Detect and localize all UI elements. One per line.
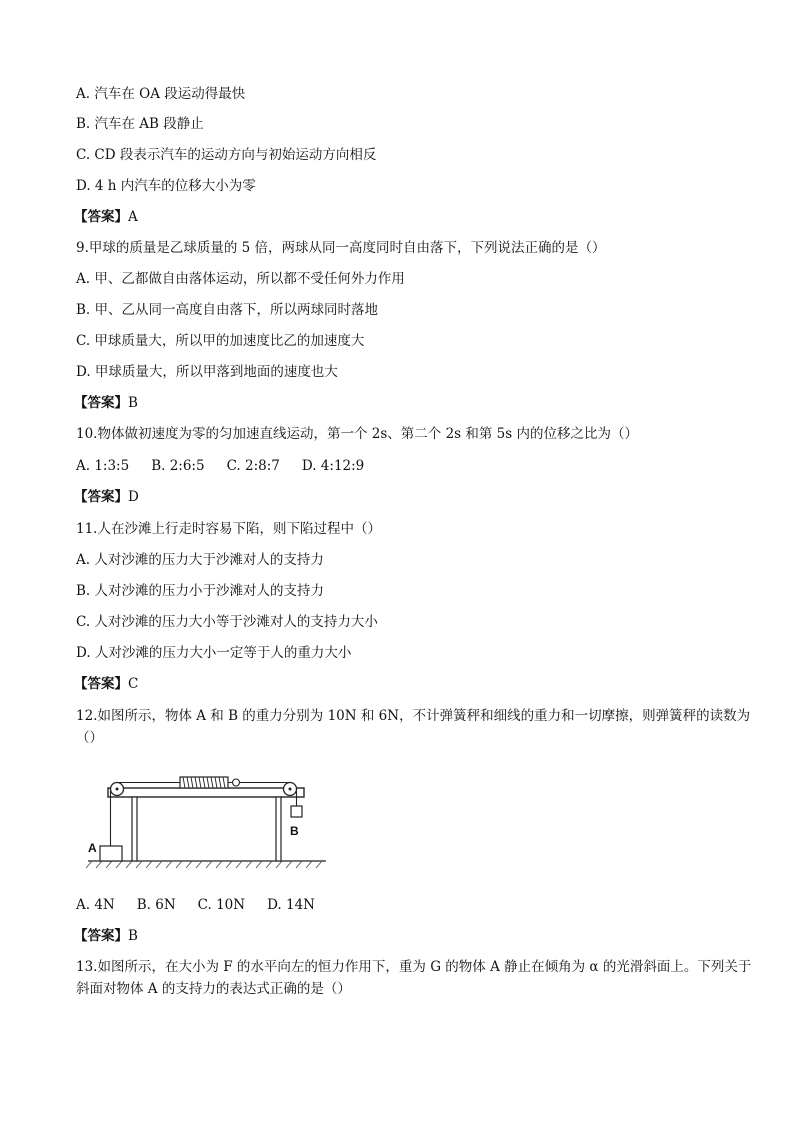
q12-options (76, 896, 754, 914)
block-b-label: B (290, 824, 299, 838)
pulley-left (111, 783, 124, 796)
q10-options (76, 457, 754, 475)
answer-value: B (128, 928, 138, 944)
q10-option-b: B. 2:6:5 (151, 458, 205, 474)
q9-answer (74, 394, 754, 412)
q9-option-d: D. 甲球质量大，所以甲落到地面的速度也大 (76, 364, 338, 380)
block-b (290, 806, 302, 838)
q8-option-b: B. 汽车在 AB 段静止 (76, 116, 204, 132)
q8-answer (74, 208, 754, 226)
q11-answer (74, 675, 754, 693)
block-a (88, 841, 122, 861)
q8-option-a: A. 汽车在 OA 段运动得最快 (76, 86, 246, 102)
answer-value: A (128, 209, 138, 225)
q12-option-a: A. 4N (76, 897, 115, 913)
q8-option-c: C. CD 段表示汽车的运动方向与初始运动方向相反 (76, 147, 377, 163)
q10-option-c: C. 2:8:7 (226, 458, 280, 474)
q9-option-a: A. 甲、乙都做自由落体运动，所以都不受任何外力作用 (76, 271, 405, 287)
block-a-label: A (88, 841, 97, 855)
q10-answer (74, 488, 754, 506)
q12-option-c: C. 10N (197, 897, 246, 913)
answer-label: 【答案】 (74, 928, 128, 944)
answer-label: 【答案】 (74, 395, 128, 411)
q8-option-d: D. 4 h 内汽车的位移大小为零 (76, 178, 256, 194)
answer-label: 【答案】 (74, 489, 128, 505)
pulley-spring-scale-figure (84, 764, 330, 882)
q11-stem: 11.人在沙滩上行走时容易下陷，则下陷过程中（） (76, 521, 381, 537)
q12-option-b: B. 6N (136, 897, 176, 913)
answer-label: 【答案】 (74, 209, 128, 225)
q12-option-d: D. 14N (267, 897, 315, 913)
q11-option-d: D. 人对沙滩的压力大小一定等于人的重力大小 (76, 645, 352, 661)
answer-value: C (128, 676, 139, 692)
answer-label: 【答案】 (74, 676, 128, 692)
q9-stem: 9.甲球的质量是乙球质量的 5 倍，两球从同一高度同时自由落下，下列说法正确的是（） (76, 240, 606, 256)
table (108, 788, 304, 861)
answer-value: B (128, 395, 138, 411)
q11-option-c: C. 人对沙滩的压力大小等于沙滩对人的支持力大小 (76, 614, 378, 630)
q13-stem: 13.如图所示，在大小为 F 的水平向左的恒力作用下，重为 G 的物体 A 静止在倾角为 α 的光滑斜面上。下列关于斜面对物体 A 的支持力的表达式正确的是（） (76, 959, 752, 997)
ground (86, 861, 326, 868)
q10-stem: 10.物体做初速度为零的匀加速直线运动，第一个 2s、第二个 2s 和第 5s 内的位移之比为（） (76, 426, 638, 442)
q9-option-b: B. 甲、乙从同一高度自由落下，所以两球同时落地 (76, 302, 379, 318)
q9-option-c: C. 甲球质量大，所以甲的加速度比乙的加速度大 (76, 333, 365, 349)
pulley-right (284, 783, 297, 796)
answer-value: D (128, 489, 139, 505)
q10-option-a: A. 1:3:5 (76, 458, 130, 474)
q10-option-d: D. 4:12:9 (301, 458, 365, 474)
q11-option-a: A. 人对沙滩的压力大于沙滩对人的支持力 (76, 552, 324, 568)
q11-option-b: B. 人对沙滩的压力小于沙滩对人的支持力 (76, 583, 325, 599)
spring-scale (172, 777, 240, 788)
q12-stem: 12.如图所示，物体 A 和 B 的重力分别为 10N 和 6N，不计弹簧秤和细线的重力和一切摩擦，则弹簧秤的读数为（） (76, 708, 751, 746)
q12-answer (74, 927, 754, 945)
